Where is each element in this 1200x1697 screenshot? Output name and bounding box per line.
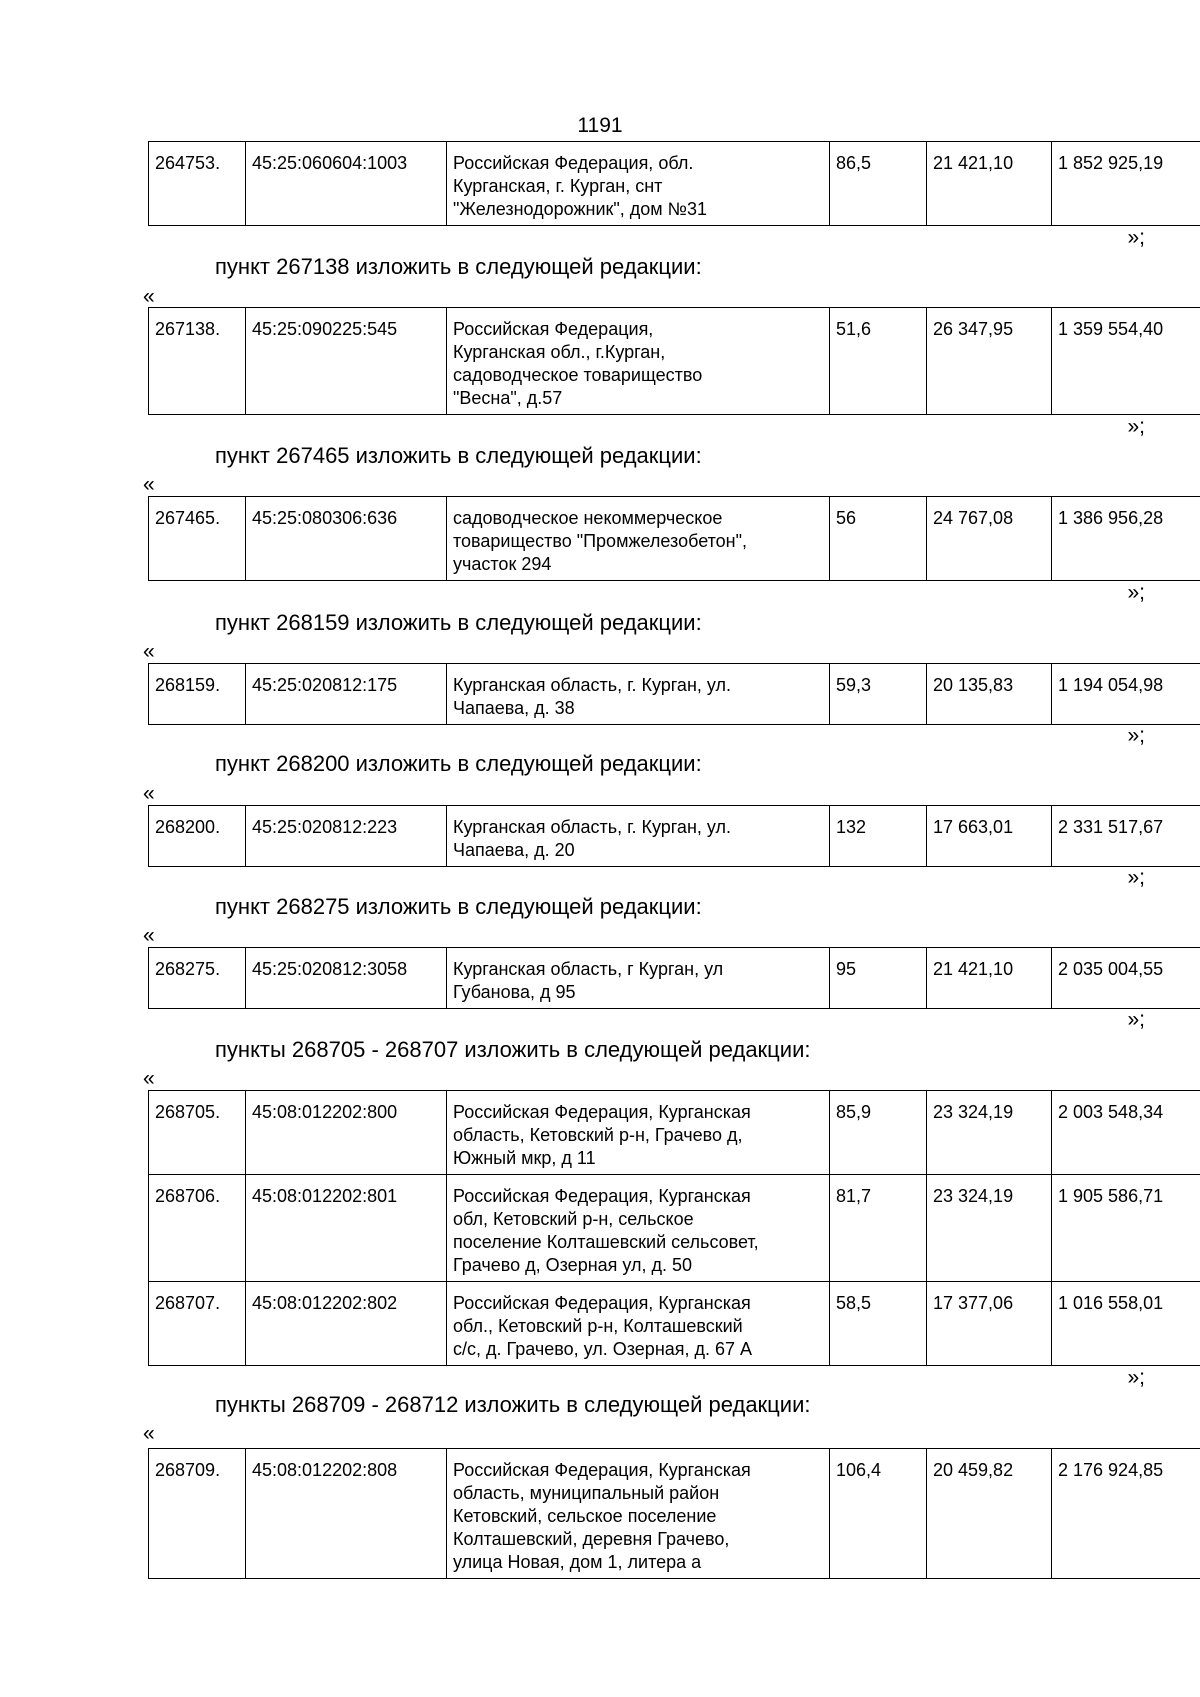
- address: Российская Федерация, Курганская область, Кетовский р-н, Грачево д, Южный мкр, д 11: [447, 1091, 830, 1175]
- cadastral-number: 45:08:012202:800: [246, 1091, 447, 1175]
- open-quote: «: [143, 285, 155, 308]
- amendment-heading: пункты 268705 - 268707 изложить в следующей редакции:: [215, 1037, 811, 1062]
- unit-value: 17 377,06: [927, 1282, 1052, 1366]
- record-table: [148, 1448, 1200, 1579]
- item-number: 267138.: [149, 308, 246, 415]
- open-quote: «: [143, 1067, 155, 1090]
- cadastral-value: 2 176 924,85: [1052, 1449, 1200, 1579]
- cadastral-value: 1 386 956,28: [1052, 497, 1200, 581]
- item-number: 268707.: [149, 1282, 246, 1366]
- area: 85,9: [830, 1091, 927, 1175]
- table-row: [149, 1091, 1200, 1175]
- item-number: 268159.: [149, 664, 246, 725]
- item-number: 268275.: [149, 948, 246, 1009]
- cadastral-number: 45:25:060604:1003: [246, 142, 447, 226]
- item-number: 268709.: [149, 1449, 246, 1579]
- cadastral-number: 45:25:020812:3058: [246, 948, 447, 1009]
- unit-value: 24 767,08: [927, 497, 1052, 581]
- close-quote: »;: [1127, 866, 1145, 889]
- table-row: [149, 497, 1200, 581]
- cadastral-number: 45:25:020812:175: [246, 664, 447, 725]
- unit-value: 23 324,19: [927, 1175, 1052, 1282]
- close-quote: »;: [1127, 1008, 1145, 1031]
- open-quote: «: [143, 640, 155, 663]
- cadastral-number: 45:25:080306:636: [246, 497, 447, 581]
- record-table: [148, 663, 1200, 725]
- table-row: [149, 806, 1200, 867]
- unit-value: 21 421,10: [927, 142, 1052, 226]
- area: 86,5: [830, 142, 927, 226]
- cadastral-value: 1 905 586,71: [1052, 1175, 1200, 1282]
- unit-value: 20 135,83: [927, 664, 1052, 725]
- record-table: [148, 307, 1200, 415]
- cadastral-number: 45:08:012202:808: [246, 1449, 447, 1579]
- area: 58,5: [830, 1282, 927, 1366]
- cadastral-value: 1 016 558,01: [1052, 1282, 1200, 1366]
- close-quote: »;: [1127, 226, 1145, 249]
- cadastral-number: 45:25:090225:545: [246, 308, 447, 415]
- cadastral-number: 45:25:020812:223: [246, 806, 447, 867]
- item-number: 268200.: [149, 806, 246, 867]
- record-table: [148, 496, 1200, 581]
- area: 106,4: [830, 1449, 927, 1579]
- cadastral-value: 2 003 548,34: [1052, 1091, 1200, 1175]
- open-quote: «: [143, 473, 155, 496]
- unit-value: 17 663,01: [927, 806, 1052, 867]
- cadastral-value: 1 194 054,98: [1052, 664, 1200, 725]
- unit-value: 23 324,19: [927, 1091, 1052, 1175]
- area: 95: [830, 948, 927, 1009]
- address: Российская Федерация, обл. Курганская, г. Курган, снт "Железнодорожник", дом №31: [447, 142, 830, 226]
- area: 81,7: [830, 1175, 927, 1282]
- amendment-heading: пункт 268159 изложить в следующей редакции:: [215, 610, 702, 635]
- unit-value: 21 421,10: [927, 948, 1052, 1009]
- page-number: 1191: [577, 114, 623, 137]
- cadastral-value: 1 852 925,19: [1052, 142, 1200, 226]
- amendment-heading: пункт 267138 изложить в следующей редакции:: [215, 254, 702, 279]
- table-row: [149, 1449, 1200, 1579]
- table-row: [149, 664, 1200, 725]
- cadastral-number: 45:08:012202:801: [246, 1175, 447, 1282]
- cadastral-value: 1 359 554,40: [1052, 308, 1200, 415]
- close-quote: »;: [1127, 724, 1145, 747]
- amendment-heading: пункт 268275 изложить в следующей редакции:: [215, 894, 702, 919]
- cadastral-value: 2 035 004,55: [1052, 948, 1200, 1009]
- address: Российская Федерация, Курганская область, муниципальный район Кетовский, сельское поселение Колташевский, деревня Грачево, улица Новая, дом 1, литера а: [447, 1449, 830, 1579]
- table-row: [149, 142, 1200, 226]
- amendment-heading: пункт 268200 изложить в следующей редакции:: [215, 751, 702, 776]
- unit-value: 26 347,95: [927, 308, 1052, 415]
- address: Курганская область, г Курган, ул Губанова, д 95: [447, 948, 830, 1009]
- area: 132: [830, 806, 927, 867]
- record-table: [148, 947, 1200, 1009]
- cadastral-value: 2 331 517,67: [1052, 806, 1200, 867]
- address: Курганская область, г. Курган, ул. Чапаева, д. 20: [447, 806, 830, 867]
- address: Курганская область, г. Курган, ул. Чапаева, д. 38: [447, 664, 830, 725]
- item-number: 268705.: [149, 1091, 246, 1175]
- area: 59,3: [830, 664, 927, 725]
- table-row: [149, 308, 1200, 415]
- address: Российская Федерация, Курганская обл, Кетовский р-н, сельское поселение Колташевский сельсовет, Грачево д, Озерная ул, д. 50: [447, 1175, 830, 1282]
- area: 51,6: [830, 308, 927, 415]
- table-row: [149, 1175, 1200, 1282]
- item-number: 267465.: [149, 497, 246, 581]
- close-quote: »;: [1127, 581, 1145, 604]
- unit-value: 20 459,82: [927, 1449, 1052, 1579]
- close-quote: »;: [1127, 415, 1145, 438]
- open-quote: «: [143, 1422, 155, 1445]
- address: садоводческое некоммерческое товарищество "Промжелезобетон", участок 294: [447, 497, 830, 581]
- address: Российская Федерация, Курганская обл., г.Курган, садоводческое товарищество "Весна", д.57: [447, 308, 830, 415]
- table-row: [149, 948, 1200, 1009]
- area: 56: [830, 497, 927, 581]
- open-quote: «: [143, 924, 155, 947]
- record-table: [148, 805, 1200, 867]
- item-number: 268706.: [149, 1175, 246, 1282]
- item-number: 264753.: [149, 142, 246, 226]
- open-quote: «: [143, 782, 155, 805]
- close-quote: »;: [1127, 1366, 1145, 1389]
- amendment-heading: пункты 268709 - 268712 изложить в следующей редакции:: [215, 1392, 811, 1417]
- cadastral-number: 45:08:012202:802: [246, 1282, 447, 1366]
- record-table: [148, 1090, 1200, 1366]
- amendment-heading: пункт 267465 изложить в следующей редакции:: [215, 443, 702, 468]
- address: Российская Федерация, Курганская обл., Кетовский р-н, Колташевский с/с, д. Грачево, ул. Озерная, д. 67 А: [447, 1282, 830, 1366]
- record-table: [148, 141, 1200, 226]
- table-row: [149, 1282, 1200, 1366]
